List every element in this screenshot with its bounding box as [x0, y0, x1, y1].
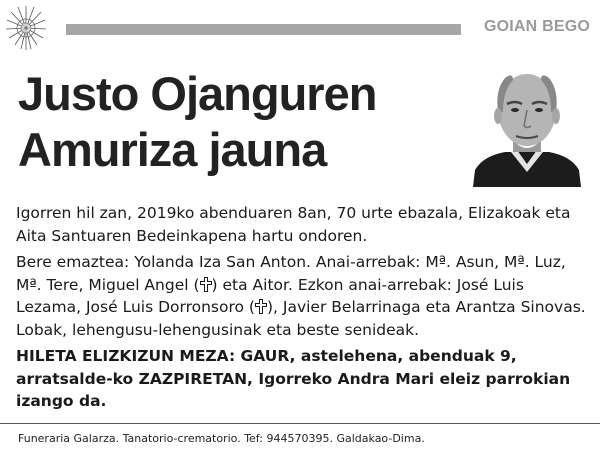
death-notice-paragraph: Igorren hil zan, 2019ko abenduaren 8an, 70 urte ebazala, Elizakoak eta Aita Santuaren Bedeinkapena hartu ondoren. — [16, 204, 571, 245]
name-line-2: Amuriza jauna — [18, 123, 327, 176]
family-text-part-2: ) eta Aitor. Ezkon anai-arrebak: José Luis Lezama, José Luis Dorronsoro ( — [16, 275, 524, 316]
obituary-text — [16, 202, 586, 417]
header-bar — [66, 24, 461, 35]
section-tag: GOIAN BEGO — [483, 18, 590, 35]
family-text-part-1: Bere emaztea: Yolanda Iza San Anton. Anai-arrebak: Mª. Asun, Mª. Luz, Mª. Tere, Miguel Angel ( — [16, 253, 566, 294]
funeral-mass-paragraph: HILETA ELIZKIZUN MEZA: GAUR, astelehena, abenduak 9, arratsalde-ko ZAZPIRETAN, Igorreko Andra Mari eleiz parrokian izango da. — [16, 347, 571, 410]
thistle-emblem-icon — [4, 4, 48, 52]
deceased-name — [18, 66, 458, 178]
cross-icon — [255, 299, 267, 314]
funeral-home-footer: Funeraria Galarza. Tanatorio-crematorio. Tef: 944570395. Galdakao-Dima. — [18, 432, 425, 445]
family-paragraph — [16, 251, 586, 341]
portrait-photo — [473, 60, 581, 187]
name-line-1: Justo Ojanguren — [18, 67, 377, 120]
family-text-part-3: ), Javier Belarrinaga eta Arantza Sinovas. Lobak, lehengusu-lehengusinak eta beste senideak. — [16, 298, 586, 339]
footer-divider — [0, 423, 600, 424]
cross-icon — [200, 277, 212, 292]
